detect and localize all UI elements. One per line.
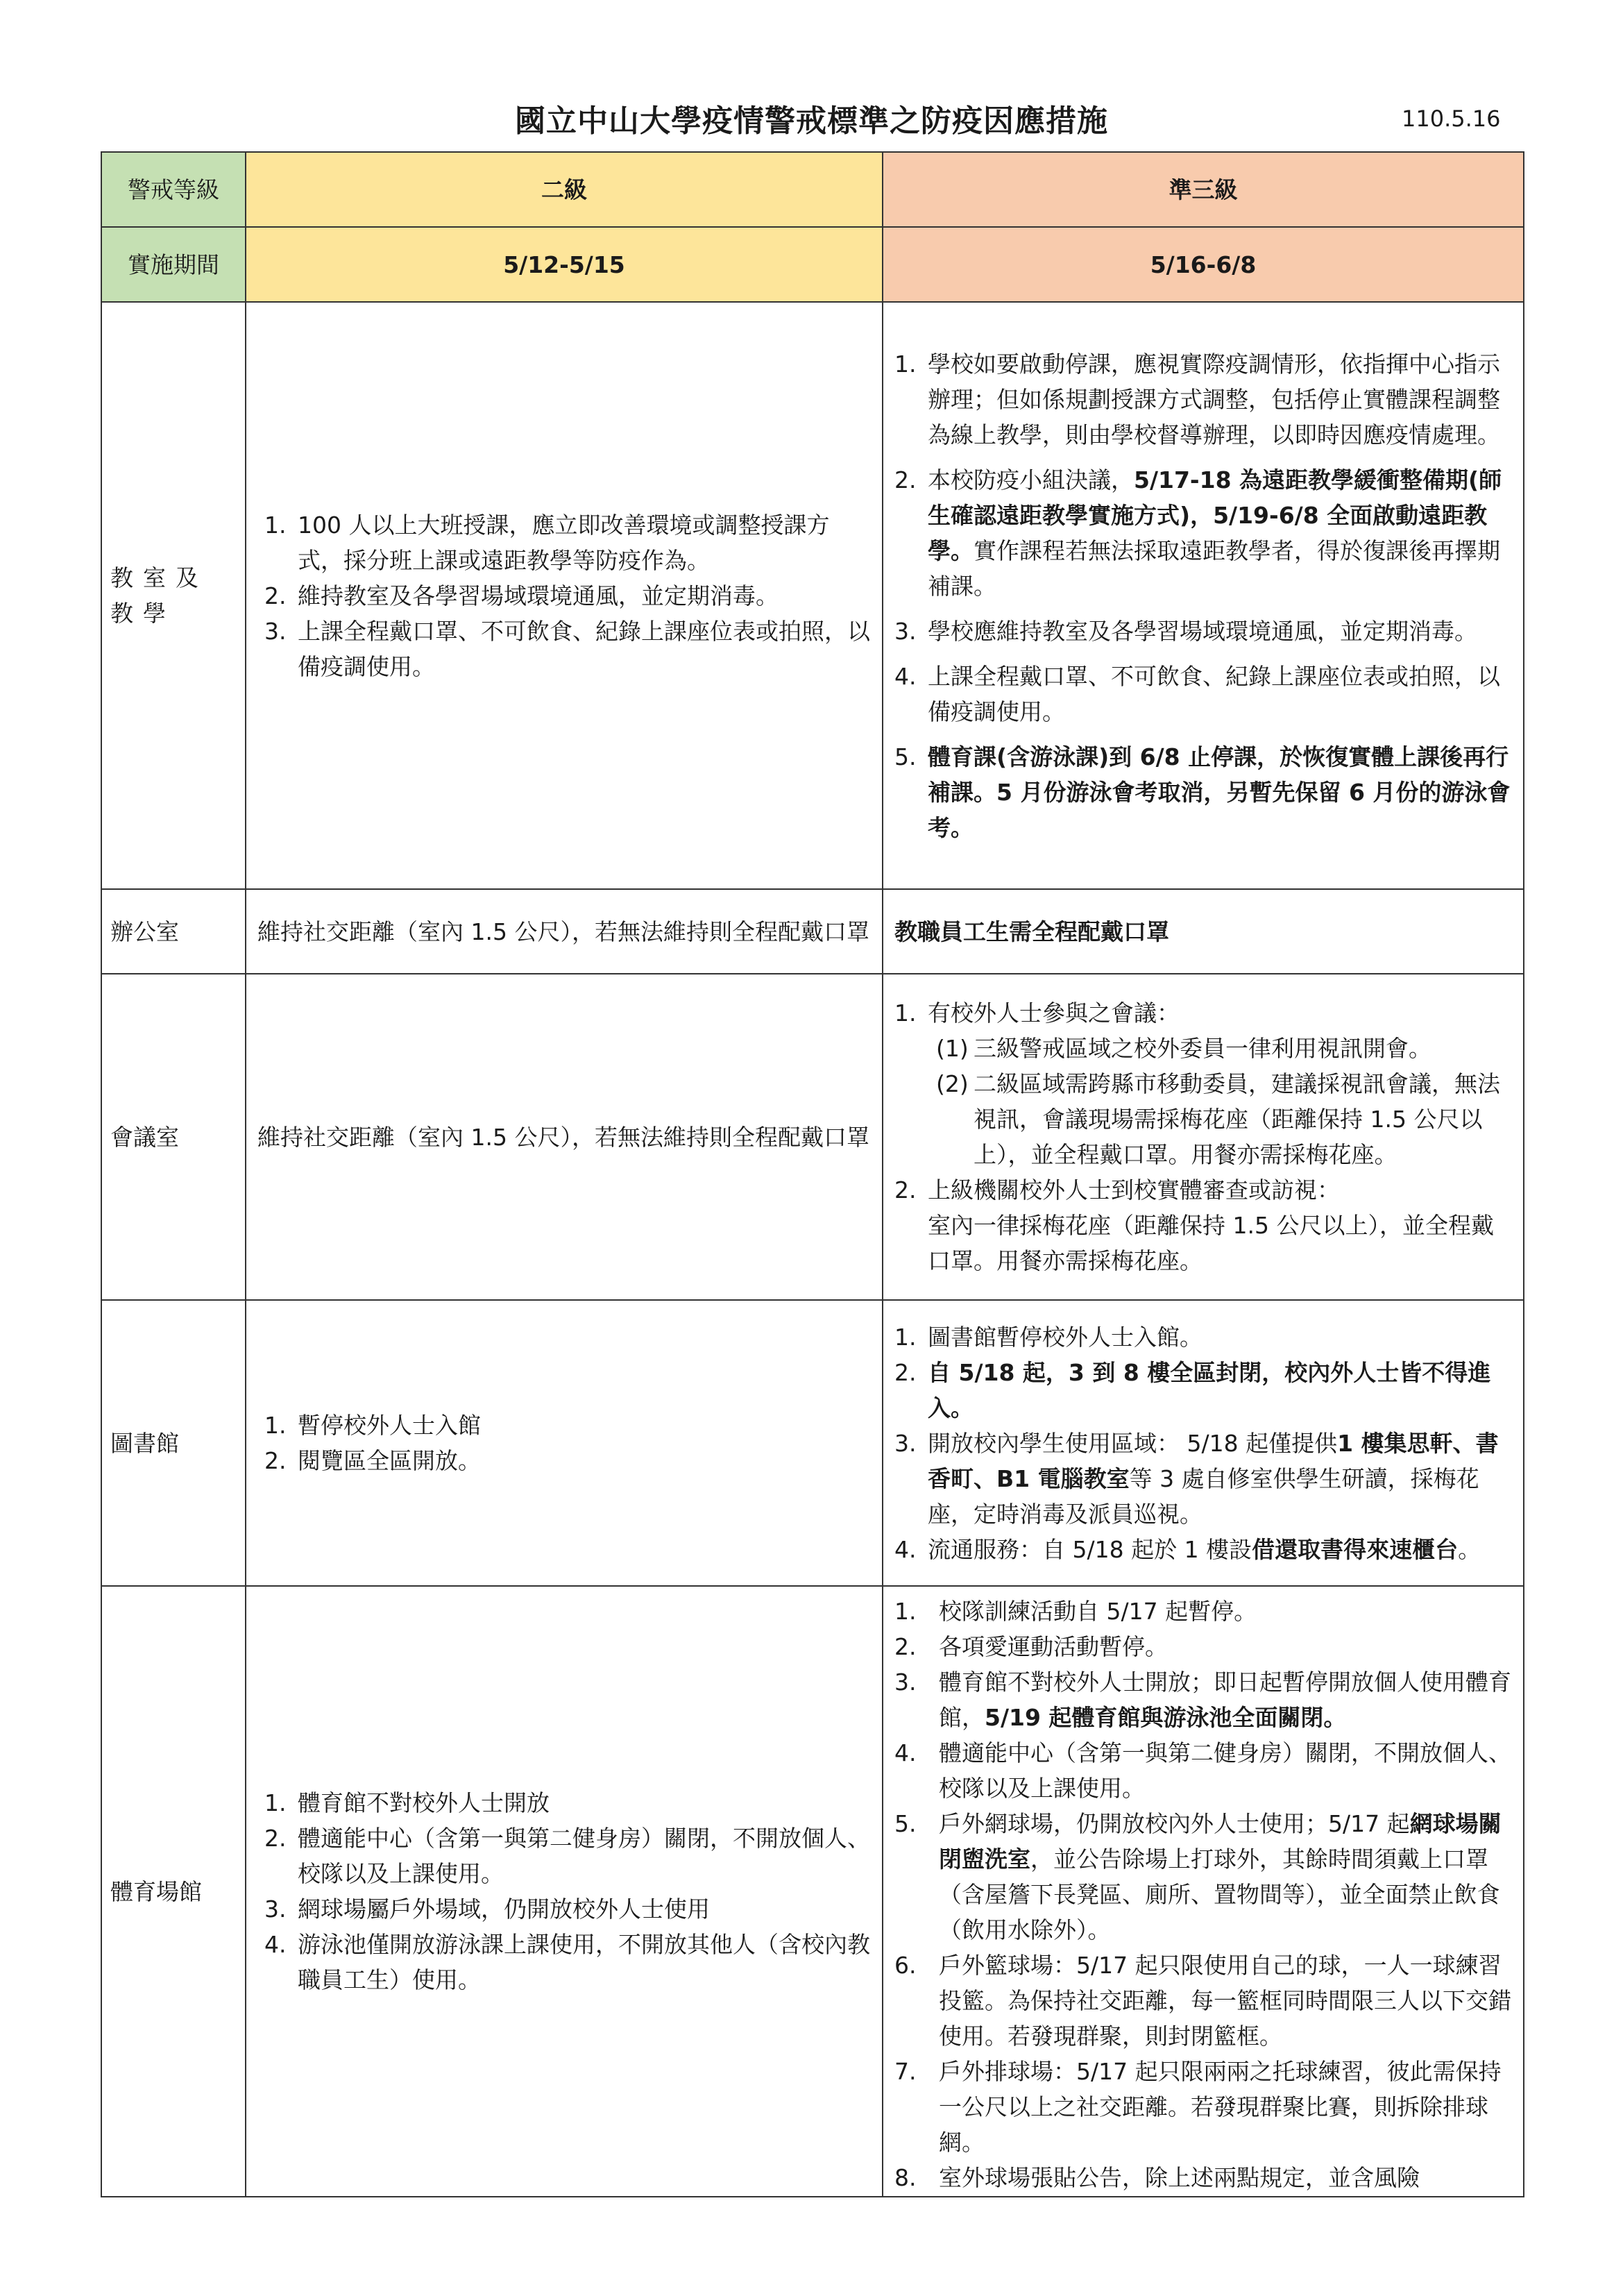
list-item: 1. 體育館不對校外人士開放 (264, 1789, 550, 1816)
list-item: 7. 戶外排球場：5/17 起只限兩兩之托球練習，彼此需保持一公尺以上之社交距離。若發現群聚比賽，則拆除排球網。 (894, 2058, 1502, 2156)
library-label: 圖書館 (101, 1300, 246, 1586)
list-item: 8. 室外球場張貼公告，除上述兩點規定，並含風險 (894, 2164, 1420, 2191)
classroom-row (101, 302, 1524, 889)
meeting-sub-list (928, 1031, 1513, 1172)
list-item: 1. 圖書館暫停校外人士入館。 (894, 1323, 1203, 1351)
list-item: 1. 有校外人士參與之會議： (1) 三級警戒區域之校外委員一律利用視訊開會。 (2) 二級區域需跨縣市移動委員，建議採視訊會議，無法視訊，會議現場需採梅花座（距離保持 1.5 公尺以上），並全程戴口罩。用餐亦需採梅花座。 (894, 995, 1513, 1172)
office-level-three: 教職員工生需全程配戴口罩 (883, 889, 1524, 974)
list-item: 1. 學校如要啟動停課，應視實際疫調情形，依指揮中心指示辦理；但如係規劃授課方式調整，包括停止實體課程調整為線上教學，則由學校督導辦理，以即時因應疫情處理。 (894, 350, 1500, 448)
sub-list-item: (1) 三級警戒區域之校外委員一律利用視訊開會。 (936, 1035, 1431, 1062)
library-level-two (246, 1300, 883, 1586)
list-item: 2. 體適能中心（含第一與第二健身房）關閉，不開放個人、校隊以及上課使用。 (264, 1825, 870, 1887)
list-item: 1. 暫停校外人士入館 (264, 1412, 481, 1439)
gym-label: 體育場館 (101, 1586, 246, 2197)
list-item: 2. 維持教室及各學習場域環境通風，並定期消毒。 (264, 582, 779, 609)
period-level-three: 5/16-6/8 (883, 227, 1524, 302)
document-date: 110.5.16 (1402, 105, 1501, 132)
list-item: 2. 閱覽區全區開放。 (264, 1447, 481, 1474)
page-title: 國立中山大學疫情警戒標準之防疫因應措施 (515, 103, 1108, 139)
meeting-row (101, 974, 1524, 1300)
list-item: 1. 校隊訓練活動自 5/17 起暫停。 (894, 1598, 1257, 1625)
list-item: 4. 體適能中心（含第一與第二健身房）關閉，不開放個人、校隊以及上課使用。 (894, 1739, 1511, 1802)
list-item: 6. 戶外籃球場：5/17 起只限使用自己的球，一人一球練習投籃。為保持社交距離，每一籃框同時間限三人以下交錯使用。若發現群聚，則封閉籃框。 (894, 1952, 1511, 2050)
list-item: 2. 本校防疫小組決議，5/17-18 為遠距教學緩衝整備期(師生確認遠距教學實施方式)，5/19-6/8 全面啟動遠距教學。實作課程若無法採取遠距教學者，得於復課後再擇期補課。 (894, 466, 1502, 600)
office-row (101, 889, 1524, 974)
classroom-two-list (264, 507, 872, 684)
library-level-three (883, 1300, 1524, 1586)
list-item: 3. 上課全程戴口罩、不可飲食、紀錄上課座位表或拍照，以備疫調使用。 (264, 617, 870, 680)
gym-two-list (264, 1785, 872, 1998)
list-item: 2. 自 5/18 起，3 到 8 樓全區封閉，校內外人士皆不得進入。 (894, 1358, 1491, 1421)
list-item: 3. 網球場屬戶外場域，仍開放校外人士使用 (264, 1896, 710, 1923)
measures-table (101, 151, 1524, 2197)
gym-level-three (883, 1586, 1524, 2197)
period-row (101, 227, 1524, 302)
classroom-level-three (883, 302, 1524, 889)
gym-level-two (246, 1586, 883, 2197)
library-row (101, 1300, 1524, 1586)
list-item: 1. 100 人以上大班授課，應立即改善環境或調整授課方式，採分班上課或遠距教學等防疫作為。 (264, 511, 830, 574)
library-two-list (264, 1408, 872, 1478)
classroom-level-two (246, 302, 883, 889)
alert-level-row (101, 152, 1524, 227)
library-three-list (894, 1319, 1513, 1567)
sub-list-item: (2) 二級區域需跨縣市移動委員，建議採視訊會議，無法視訊，會議現場需採梅花座（距離保持 1.5 公尺以上），並全程戴口罩。用餐亦需採梅花座。 (936, 1070, 1500, 1168)
office-level-two: 維持社交距離（室內 1.5 公尺），若無法維持則全程配戴口罩 (246, 889, 883, 974)
classroom-label: 教室及教學 (101, 302, 246, 889)
list-item: 5. 戶外網球場，仍開放校內外人士使用；5/17 起網球場關閉盥洗室，並公告除場上打球外，其餘時間須戴上口罩（含屋簷下長凳區、廁所、置物間等），並全面禁止飲食（飲用水除外）。 (894, 1810, 1502, 1943)
period-label: 實施期間 (101, 227, 246, 302)
meeting-level-two: 維持社交距離（室內 1.5 公尺），若無法維持則全程配戴口罩 (246, 974, 883, 1300)
period-level-two: 5/12-5/15 (246, 227, 883, 302)
gym-row (101, 1586, 1524, 2197)
list-item: 2. 上級機關校外人士到校實體審查或訪視： 室內一律採梅花座（距離保持 1.5 公尺以上），並全程戴口罩。用餐亦需採梅花座。 (894, 1176, 1494, 1274)
list-item: 4. 流通服務：自 5/18 起於 1 樓設借還取書得來速櫃台。 (894, 1535, 1481, 1563)
meeting-three-list (894, 995, 1513, 1278)
list-item: 3. 學校應維持教室及各學習場域環境通風，並定期消毒。 (894, 617, 1477, 645)
meeting-label: 會議室 (101, 974, 246, 1300)
classroom-three-list (894, 346, 1513, 845)
alert-level-label: 警戒等級 (101, 152, 246, 227)
list-item: 4. 游泳池僅開放游泳課上課使用，不開放其他人（含校內教職員工生）使用。 (264, 1931, 870, 1993)
list-item: 5. 體育課(含游泳課)到 6/8 止停課，於恢復實體上課後再行補課。5 月份游泳會考取消，另暫先保留 6 月份的游泳會考。 (894, 743, 1511, 841)
list-item: 4. 上課全程戴口罩、不可飲食、紀錄上課座位表或拍照，以備疫調使用。 (894, 662, 1500, 725)
meeting-level-three (883, 974, 1524, 1300)
list-item: 3. 開放校內學生使用區域： 5/18 起僅提供1 樓集思軒、書香町、B1 電腦教室等 3 處自修室供學生研讀，採梅花座，定時消毒及派員巡視。 (894, 1429, 1499, 1528)
gym-three-list (894, 1594, 1513, 2195)
level-three-heading: 準三級 (883, 152, 1524, 227)
level-two-heading: 二級 (246, 152, 883, 227)
list-item: 2. 各項愛運動活動暫停。 (894, 1633, 1168, 1660)
list-item: 3. 體育館不對校外人士開放；即日起暫停開放個人使用體育館，5/19 起體育館與游泳池全面關閉。 (894, 1669, 1511, 1731)
office-label: 辦公室 (101, 889, 246, 974)
